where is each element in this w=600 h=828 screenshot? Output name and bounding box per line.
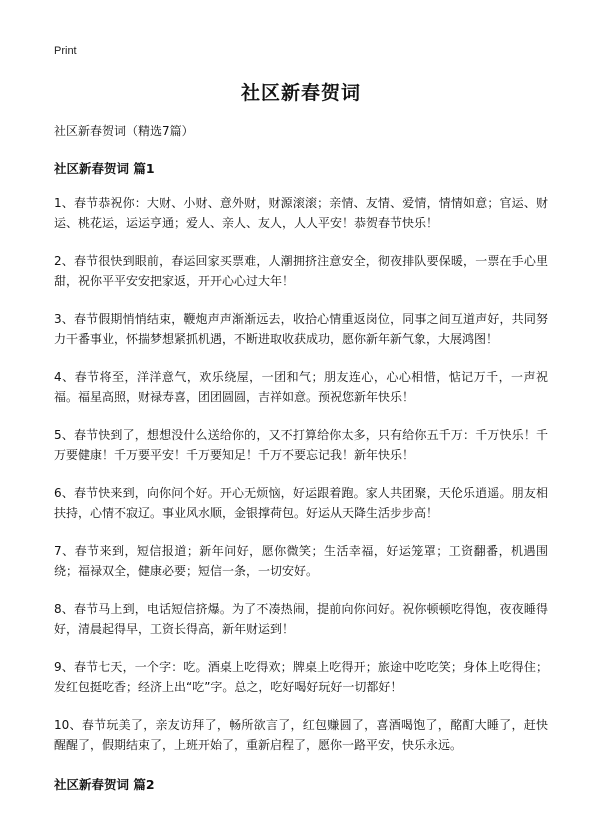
greeting-paragraph-5: 5、春节快到了，想想没什么送给你的，又不打算给你太多，只有给你五千万：千万快乐！千万要健康！千万要平安！千万要知足！千万不要忘记我！新年快乐！	[54, 428, 548, 462]
page-subtitle: 社区新春贺词（精选7篇）	[54, 124, 194, 138]
section-heading-1: 社区新春贺词 篇1	[54, 161, 155, 176]
print-link[interactable]: Print	[54, 45, 77, 57]
greeting-paragraph-7: 7、春节来到，短信报道；新年问好，愿你微笑；生活幸福，好运笼罩；工资翻番，机遇围绕；福禄双全，健康必要；短信一条，一切安好。	[54, 544, 548, 578]
section-heading-2: 社区新春贺词 篇2	[54, 777, 155, 792]
greeting-paragraph-6: 6、春节快来到，向你问个好。开心无烦恼，好运跟着跑。家人共团聚，天伦乐逍遥。朋友相扶持，心情不寂辽。事业风水顺，金银撑荷包。好运从天降生活步步高！	[54, 486, 548, 520]
page-title: 社区新春贺词	[240, 82, 361, 104]
greeting-paragraph-2: 2、春节很快到眼前，春运回家买票难，人潮拥挤注意安全，彻夜排队要保暖，一票在手心里甜，祝你平平安安把家返，开开心心过大年！	[54, 254, 548, 288]
greeting-paragraph-10: 10、春节玩美了，亲友访拜了，畅所欲言了，红包赚圆了，喜酒喝饱了，酩酊大睡了，赶快醒醒了，假期结束了，上班开始了，重新启程了，愿你一路平安，快乐永远。	[54, 718, 548, 752]
greeting-paragraph-3: 3、春节假期悄悄结束，鞭炮声声渐渐远去，收拾心情重返岗位，同事之间互道声好，共同努力干番事业，怀揣梦想紧抓机遇，不断进取收获成功，愿你新年新气象，大展鸿图！	[54, 312, 548, 346]
greeting-paragraph-1: 1、春节恭祝你：大财、小财、意外财，财源滚滚；亲情、友情、爱情，情情如意；官运、财运、桃花运，运运亨通；爱人、亲人、友人，人人平安！恭贺春节快乐！	[54, 196, 548, 230]
greeting-paragraph-9: 9、春节七天，一个字：吃。酒桌上吃得欢；牌桌上吃得开；旅途中吃吃笑；身体上吃得住；发红包挺吃香；经济上出“吃”字。总之，吃好喝好玩好一切都好！	[54, 660, 548, 694]
greeting-paragraph-4: 4、春节将至，洋洋意气，欢乐绕屋，一团和气；朋友连心，心心相惜，惦记万千，一声祝福。福星高照，财禄寿喜，团团圆圆，吉祥如意。预祝您新年快乐！	[54, 370, 548, 404]
greeting-paragraph-8: 8、春节马上到，电话短信挤爆。为了不凑热闹，提前向你问好。祝你顿顿吃得饱，夜夜睡得好，清晨起得早，工资长得高，新年财运到！	[54, 602, 548, 636]
